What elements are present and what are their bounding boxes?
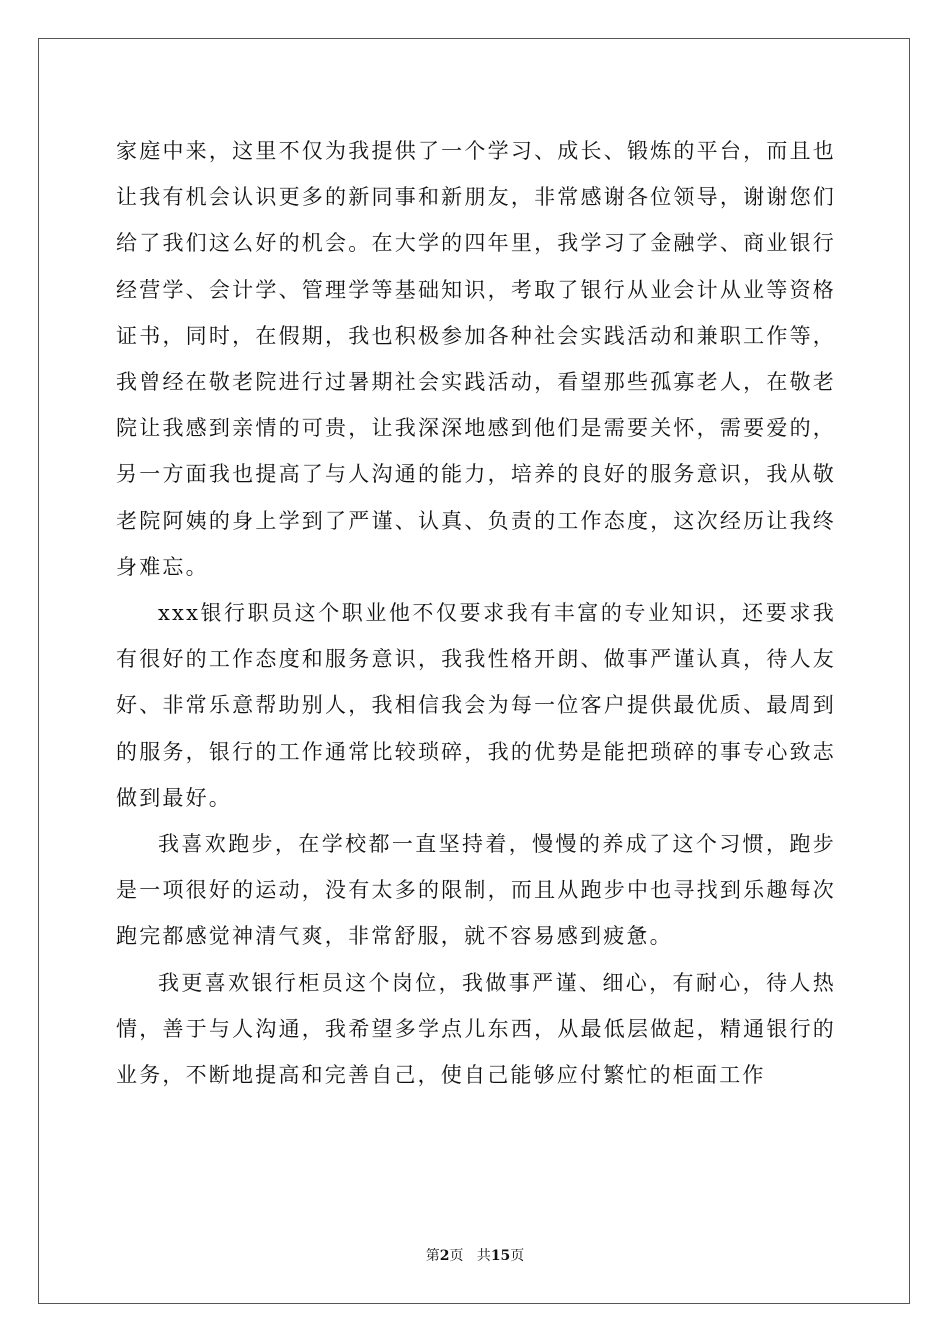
paragraph-4: 我更喜欢银行柜员这个岗位，我做事严谨、细心，有耐心，待人热情，善于与人沟通，我希望多学点儿东西，从最低层做起，精通银行的业务，不断地提高和完善自己，使自己能够应付繁忙的柜面工作 [116,970,836,1088]
footer-prefix: 第 [425,1248,440,1264]
footer-total-prefix: 共 [476,1248,491,1264]
paragraph-3: 我喜欢跑步，在学校都一直坚持着，慢慢的养成了这个习惯，跑步是一项很好的运动，没有太多的限制，而且从跑步中也寻找到乐趣每次跑完都感觉神清气爽，非常舒服，就不容易感到疲惫。 [116,832,836,949]
page-footer [0,1245,950,1265]
footer-page-suffix: 页 [449,1248,464,1264]
current-page-number: 2 [439,1248,450,1264]
document-body [116,128,836,1098]
paragraph-2: xxx银行职员这个职业他不仅要求我有丰富的专业知识，还要求我有很好的工作态度和服务意识，我我性格开朗、做事严谨认真，待人友好、非常乐意帮助别人，我相信我会为每一位客户提供最优质、最周到的服务，银行的工作通常比较琐碎，我的优势是能把琐碎的事专心致志做到最好。 [116,601,836,810]
footer-total-suffix: 页 [510,1248,525,1264]
paragraph-1: 家庭中来，这里不仅为我提供了一个学习、成长、锻炼的平台，而且也让我有机会认识更多的新同事和新朋友，非常感谢各位领导，谢谢您们给了我们这么好的机会。在大学的四年里，我学习了金融学、商业银行经营学、会计学、管理学等基础知识，考取了银行从业会计从业等资格证书，同时，在假期，我也积极参加各种社会实践活动和兼职工作等，我曾经在敬老院进行过暑期社会实践活动，看望那些孤寡老人，在敬老院让我感到亲情的可贵，让我深深地感到他们是需要关怀，需要爱的，另一方面我也提高了与人沟通的能力，培养的良好的服务意识，我从敬老院阿姨的身上学到了严谨、认真、负责的工作态度，这次经历让我终身难忘。 [116,139,836,579]
total-page-count: 15 [490,1248,511,1264]
